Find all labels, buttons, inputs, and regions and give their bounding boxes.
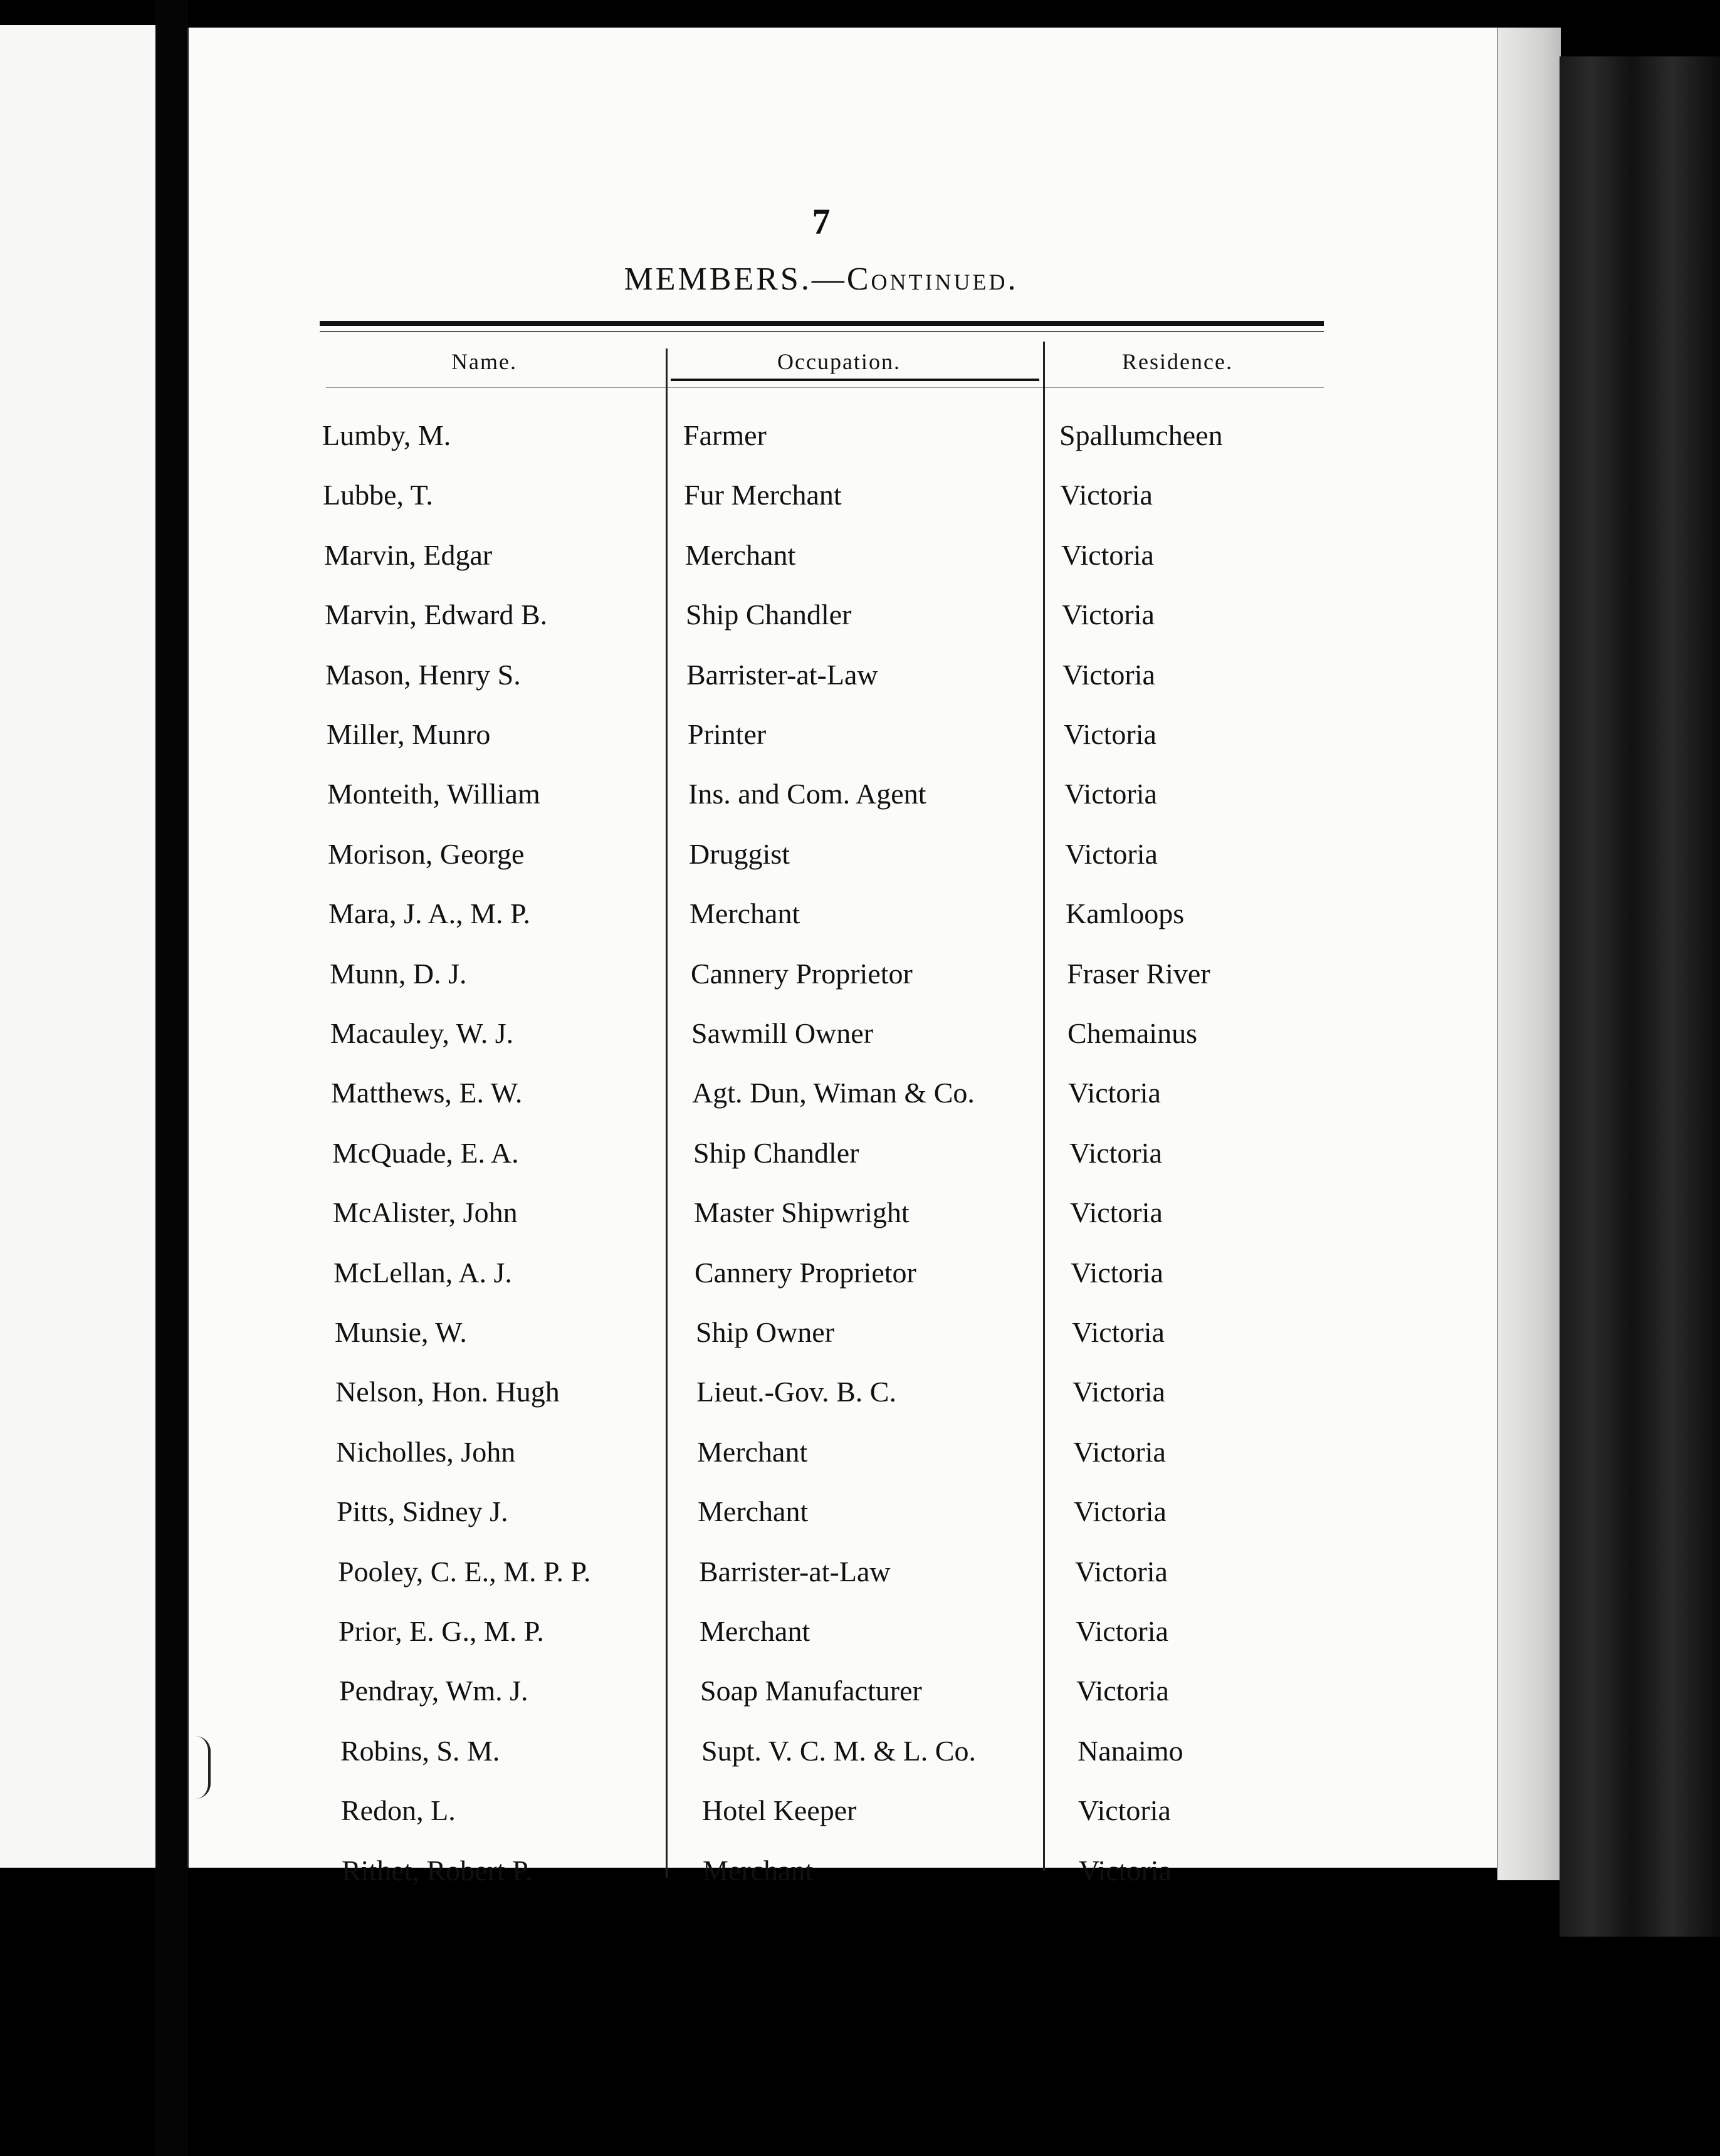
table-row <box>18 1734 1720 1791</box>
member-name: Monteith, William <box>327 778 540 810</box>
member-occupation: Barrister-at-Law <box>699 1555 891 1588</box>
member-name: Marvin, Edward B. <box>325 599 548 631</box>
table-row <box>19 1794 1720 1850</box>
member-residence: Kamloops <box>1066 897 1185 930</box>
member-name: Mara, J. A., M. P. <box>328 897 531 930</box>
member-residence: Victoria <box>1078 1794 1171 1827</box>
member-name: McLellan, A. J. <box>333 1256 512 1289</box>
member-name: Robins, S. M. <box>340 1734 500 1767</box>
table-row <box>6 897 1720 953</box>
member-residence: Victoria <box>1070 1196 1163 1229</box>
member-occupation: Ins. and Com. Agent <box>688 778 926 810</box>
table-row <box>0 419 1720 475</box>
table-row <box>14 1495 1720 1551</box>
member-occupation: Barrister-at-Law <box>686 658 878 691</box>
member-residence: Victoria <box>1072 1376 1165 1408</box>
member-occupation: Cannery Proprietor <box>691 957 913 990</box>
member-occupation: Soap Manufacturer <box>700 1675 922 1707</box>
member-name: Rithet, Robert P. <box>342 1854 533 1886</box>
member-occupation: Fur Merchant <box>684 479 842 511</box>
column-header-name: Name. <box>451 349 517 374</box>
member-name: McAlister, John <box>333 1196 518 1229</box>
member-occupation: Merchant <box>690 897 800 930</box>
member-occupation: Supt. V. C. M. & L. Co. <box>701 1734 976 1767</box>
table-row <box>13 1316 1720 1372</box>
member-occupation: Merchant <box>700 1615 810 1647</box>
table-row <box>11 1196 1720 1252</box>
member-name: Prior, E. G., M. P. <box>338 1615 544 1647</box>
member-occupation: Hotel Keeper <box>702 1794 857 1827</box>
member-occupation: Merchant <box>685 538 796 571</box>
member-residence: Victoria <box>1061 538 1154 571</box>
table-row <box>3 598 1720 654</box>
member-occupation: Lieut.-Gov. B. C. <box>696 1376 896 1408</box>
table-row <box>4 718 1720 774</box>
table-row <box>5 777 1720 834</box>
member-occupation: Cannery Proprietor <box>695 1256 916 1289</box>
member-residence: Victoria <box>1060 479 1153 511</box>
member-name: McQuade, E. A. <box>332 1136 519 1169</box>
member-residence: Victoria <box>1068 1077 1161 1109</box>
table-row <box>16 1614 1720 1671</box>
member-name: Lumby, M. <box>322 419 451 451</box>
member-residence: Victoria <box>1076 1675 1169 1707</box>
table-row <box>2 538 1720 595</box>
member-name: Mason, Henry S. <box>325 658 521 691</box>
member-name: Miller, Munro <box>327 718 491 750</box>
member-residence: Chemainus <box>1067 1017 1197 1049</box>
member-name: Munn, D. J. <box>330 957 467 990</box>
member-name: Morison, George <box>328 837 525 870</box>
member-occupation: Agt. Dun, Wiman & Co. <box>692 1077 975 1109</box>
member-name: Pitts, Sidney J. <box>337 1495 508 1528</box>
member-name: Marvin, Edgar <box>324 538 493 571</box>
member-name: Pooley, C. E., M. P. P. <box>338 1555 591 1588</box>
member-residence: Victoria <box>1062 658 1155 691</box>
table-row <box>13 1375 1720 1431</box>
member-residence: Fraser River <box>1067 957 1210 990</box>
member-occupation: Ship Chandler <box>686 599 852 631</box>
member-residence: Victoria <box>1073 1435 1166 1468</box>
member-occupation: Ship Chandler <box>693 1136 859 1169</box>
member-residence: Victoria <box>1076 1615 1168 1647</box>
member-name: Nicholles, John <box>336 1435 516 1468</box>
member-occupation: Ship Owner <box>696 1316 835 1348</box>
member-name: Nelson, Hon. Hugh <box>335 1376 560 1408</box>
member-occupation: Master Shipwright <box>694 1196 910 1229</box>
table-row <box>1 478 1720 535</box>
table-row <box>14 1435 1720 1492</box>
member-name: Matthews, E. W. <box>331 1077 523 1109</box>
member-occupation: Merchant <box>697 1435 808 1468</box>
column-header-occupation: Occupation. <box>777 349 901 374</box>
member-residence: Victoria <box>1072 1316 1165 1348</box>
column-header-residence: Residence. <box>1122 349 1233 374</box>
member-occupation: Printer <box>688 718 767 750</box>
member-occupation: Druggist <box>689 837 790 870</box>
member-residence: Victoria <box>1075 1555 1168 1588</box>
member-name: Lubbe, T. <box>323 479 433 511</box>
table-row <box>11 1256 1720 1312</box>
page-title: MEMBERS.—Continued. <box>624 261 1019 297</box>
member-residence: Spallumcheen <box>1059 419 1223 451</box>
member-residence: Victoria <box>1062 599 1155 631</box>
member-name: Redon, L. <box>341 1794 456 1827</box>
member-residence: Victoria <box>1064 778 1157 810</box>
member-occupation: Merchant <box>703 1854 814 1886</box>
table-row <box>17 1674 1720 1730</box>
table-row <box>19 1854 1720 1910</box>
table-row <box>9 1076 1720 1133</box>
member-occupation: Farmer <box>683 419 767 451</box>
member-residence: Victoria <box>1065 837 1158 870</box>
table-row <box>6 837 1720 894</box>
table-row <box>16 1555 1720 1611</box>
member-residence: Victoria <box>1071 1256 1163 1289</box>
member-name: Pendray, Wm. J. <box>339 1675 528 1707</box>
member-residence: Victoria <box>1064 718 1156 750</box>
member-name: Munsie, W. <box>335 1316 467 1348</box>
table-row <box>10 1136 1720 1193</box>
page-number: 7 <box>812 201 831 242</box>
member-residence: Victoria <box>1079 1854 1172 1886</box>
member-residence: Victoria <box>1069 1136 1162 1169</box>
member-residence: Nanaimo <box>1078 1734 1183 1767</box>
member-occupation: Sawmill Owner <box>691 1017 874 1049</box>
table-row <box>3 658 1720 714</box>
member-occupation: Merchant <box>698 1495 809 1528</box>
table-row <box>8 957 1720 1013</box>
member-name: Macauley, W. J. <box>330 1017 514 1049</box>
table-row <box>8 1017 1720 1073</box>
member-residence: Victoria <box>1074 1495 1167 1528</box>
